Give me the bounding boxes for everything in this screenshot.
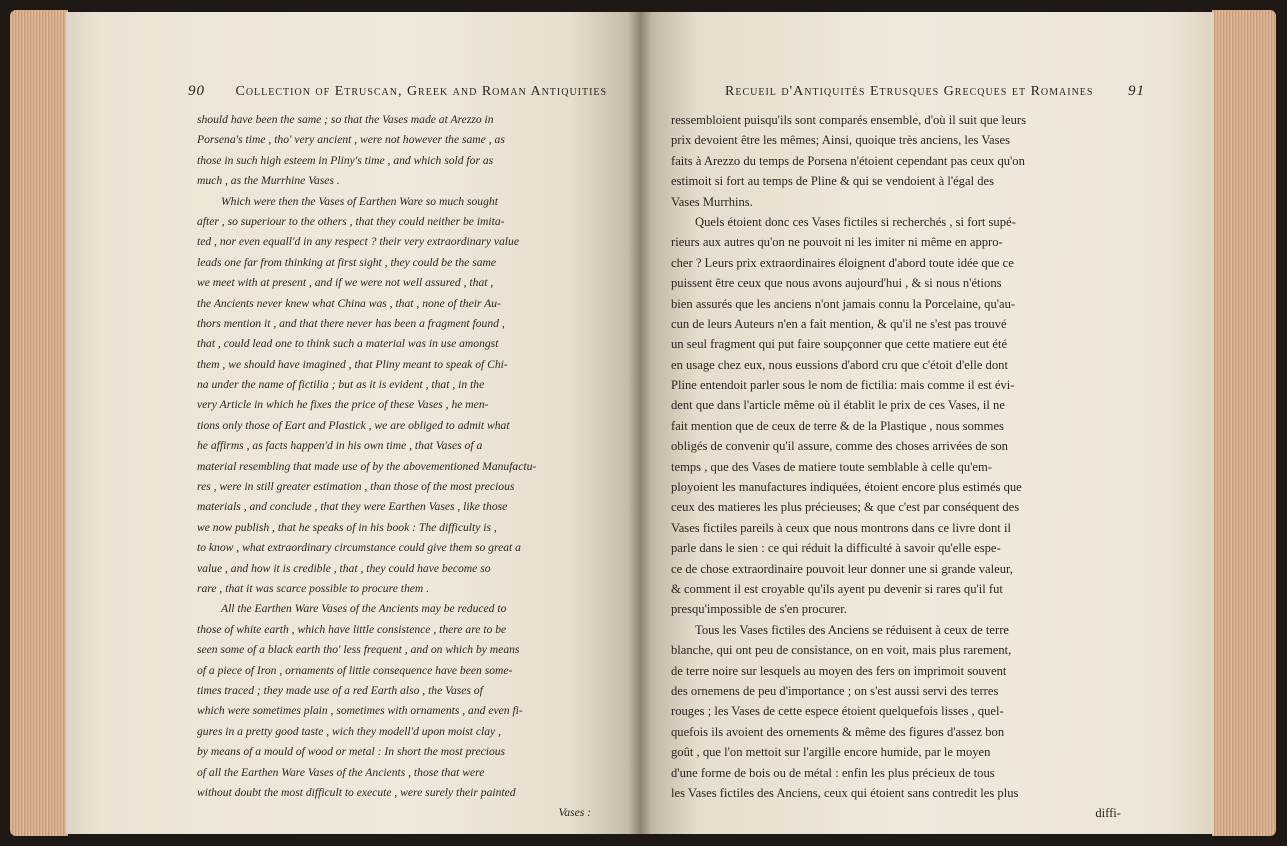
text-line: d'une forme de bois ou de métal : enfin les plus précieux de tous [671, 765, 995, 780]
text-line: ployoient les manufactures indiquées, étoient encore plus estimés que [671, 480, 1022, 495]
text-line: seen some of a black earth tho' less frequent , and on which by means [197, 643, 520, 657]
text-line: cher ? Leurs prix extraordinaires éloignent d'abord toute idée que ce [671, 255, 1014, 270]
right-page [640, 12, 1214, 834]
text-line: much , as the Murrhine Vases . [197, 174, 340, 188]
text-line: obligés de convenir qu'il assure, comme des choses arrivées de son [671, 439, 1008, 454]
left-body-text [197, 110, 591, 824]
text-line: res , were in still greater estimation , than those of the most precious [197, 480, 515, 494]
text-line: to know , what extraordinary circumstance could give them so great a [197, 541, 521, 555]
text-line: cun de leurs Auteurs n'en a fait mention, & qu'il ne s'est pas trouvé [671, 316, 1007, 331]
left-header-title: Collection of Etruscan, Greek and Roman Antiquities [235, 84, 608, 99]
text-line: temps , que des Vases de matiere toute semblable à celle qu'em- [671, 459, 992, 474]
text-line: presqu'impossible de s'en procurer. [671, 602, 847, 617]
text-line: fait mention que de ceux de terre & de la Plastique , nous sommes [671, 418, 1004, 433]
text-line: Vases Murrhins. [671, 194, 753, 209]
text-line: Vases : [558, 806, 591, 820]
text-line: des ornemens de peu d'importance ; on s'est aussi servi des terres [671, 683, 999, 698]
left-page-number: 90 [188, 83, 205, 99]
text-line: Which were then the Vases of Earthen Ware so much sought [221, 194, 498, 208]
text-line: Quels étoient donc ces Vases fictiles si recherchés , si fort supé- [695, 214, 1016, 229]
text-line: materials , and conclude , that they were Earthen Vases , like those [197, 500, 508, 514]
text-line: blanche, qui ont peu de consistance, on en voit, mais plus rarement, [671, 643, 1012, 658]
text-line: bien assurés que les anciens n'ont jamais connu la Porcelaine, qu'au- [671, 296, 1016, 311]
text-line: en usage chez eux, nous eussions d'abord cru que c'étoit d'elle dont [671, 357, 1008, 372]
text-line: faits à Arezzo du temps de Porsena n'étoient cependant pas ceux qu'on [671, 153, 1025, 168]
text-line: gures in a pretty good taste , wich they modell'd upon moist clay , [197, 724, 501, 738]
text-line: ted , nor even equall'd in any respect ? their very extraordinary value [197, 235, 519, 249]
text-line: & comment il est croyable qu'ils ayent pu devenir si rares qu'il fut [671, 581, 1003, 596]
text-line: Vases fictiles pareils à ceux que nous montrons dans ce livre dont il [671, 520, 1011, 535]
text-line: after , so superiour to the others , that they could neither be imita- [197, 214, 505, 228]
text-line: All the Earthen Ware Vases of the Ancients may be reduced to [221, 602, 507, 616]
text-line: we now publish , that he speaks of in his book : The difficulty is , [197, 520, 497, 534]
text-line: those in such high esteem in Pliny's time , and which sold for as [197, 153, 494, 167]
text-line: ce de chose extraordinaire pouvoit leur donner une si grande valeur, [671, 561, 1013, 576]
text-line: rare , that it was scarce possible to procure them . [197, 581, 430, 595]
text-line: puissent être ceux que nous avons aujourd'hui , & si nous n'étions [671, 276, 1002, 291]
text-line: rouges ; les Vases de cette espece étoient quelquefois lisses , quel- [671, 704, 1004, 719]
text-line: material resembling that made use of by the abovementioned Manufactu- [197, 459, 537, 473]
text-line: of a piece of Iron , ornaments of little consequence have been some- [197, 663, 513, 677]
text-line: very Article in which he fixes the price of these Vases , he men- [197, 398, 489, 412]
left-running-header [188, 83, 607, 107]
text-line: prix devoient être les mêmes; Ainsi, quoique très anciens, les Vases [671, 133, 1011, 148]
left-page [66, 12, 640, 834]
right-page-number: 91 [1127, 83, 1145, 99]
right-running-header [725, 83, 1145, 107]
text-line: parle dans le sien : ce qui réduit la difficulté à savoir qu'elle espe- [671, 541, 1001, 556]
text-line: those of white earth , which have little consistence , there are to be [197, 622, 507, 636]
text-line: Tous les Vases fictiles des Anciens se réduisent à ceux de terre [695, 622, 1009, 637]
book-gutter [628, 12, 652, 834]
text-line: les Vases fictiles des Anciens, ceux qui étoient sans contredit les plus [671, 785, 1019, 800]
text-line: quefois ils avoient des ornements & même des figures d'assez bon [671, 724, 1005, 739]
text-line: rieurs aux autres qu'on ne pouvoit ni les imiter ni même en appro- [671, 235, 1003, 250]
text-line: Porsena's time , tho' very ancient , were not however the same , as [197, 133, 505, 147]
right-body-text [671, 110, 1121, 824]
text-line: Pline entendoit parler sous le nom de fictilia: mais comme il est évi- [671, 378, 1015, 393]
text-line: tions only those of Eart and Plastick , we are obliged to admit what [197, 418, 510, 432]
text-line: that , could lead one to think such a material was in use amongst [197, 337, 499, 351]
text-line: we meet with at present , and if we were not well assured , that , [197, 276, 494, 290]
text-line: estimoit si fort au temps de Pline & qui se vendoient à l'égal des [671, 174, 994, 189]
text-line: by means of a mould of wood or metal : In short the most precious [197, 745, 506, 759]
text-line: de terre noire sur lesquels au moyen des fers on imprimoit souvent [671, 663, 1007, 678]
text-line: them , we should have imagined , that Pliny meant to speak of Chi- [197, 357, 508, 371]
text-line: goût , que l'on mettoit sur l'argille encore humide, par le moyen [671, 745, 991, 760]
right-page-edges [1212, 10, 1276, 836]
text-line: na under the name of fictilia ; but as it is evident , that , in the [197, 378, 485, 392]
text-line: thors mention it , and that there never has been a fragment found , [197, 316, 505, 330]
right-header-title: Recueil d'Antiquités Etrusques Grecques et Romaines [725, 84, 1094, 99]
text-line: dent que dans l'article même où il établit le prix de ces Vases, il ne [671, 398, 1005, 413]
text-line: un seul fragment qui put faire soupçonner que cette matiere eut été [671, 337, 1008, 352]
text-line: diffi- [1095, 806, 1121, 821]
left-page-edges [10, 10, 68, 836]
text-line: which were sometimes plain , sometimes with ornaments , and even fi- [197, 704, 523, 718]
text-line: times traced ; they made use of a red Earth also , the Vases of [197, 683, 483, 697]
text-line: without doubt the most difficult to execute , were surely their painted [197, 785, 516, 799]
text-line: of all the Earthen Ware Vases of the Ancients , those that were [197, 765, 485, 779]
text-line: value , and how it is credible , that , they could have become so [197, 561, 491, 575]
text-line: ressembloient puisqu'ils sont comparés ensemble, d'où il suit que leurs [671, 113, 1027, 127]
text-line: ceux des matieres les plus précieuses; & que c'est par conséquent des [671, 500, 1020, 515]
text-line: the Ancients never knew what China was , that , none of their Au- [197, 296, 501, 310]
text-line: leads one far from thinking at first sight , they could be the same [197, 255, 497, 269]
text-line: should have been the same ; so that the Vases made at Arezzo in [197, 113, 494, 126]
text-line: he affirms , as facts happen'd in his own time , that Vases of a [197, 439, 483, 453]
